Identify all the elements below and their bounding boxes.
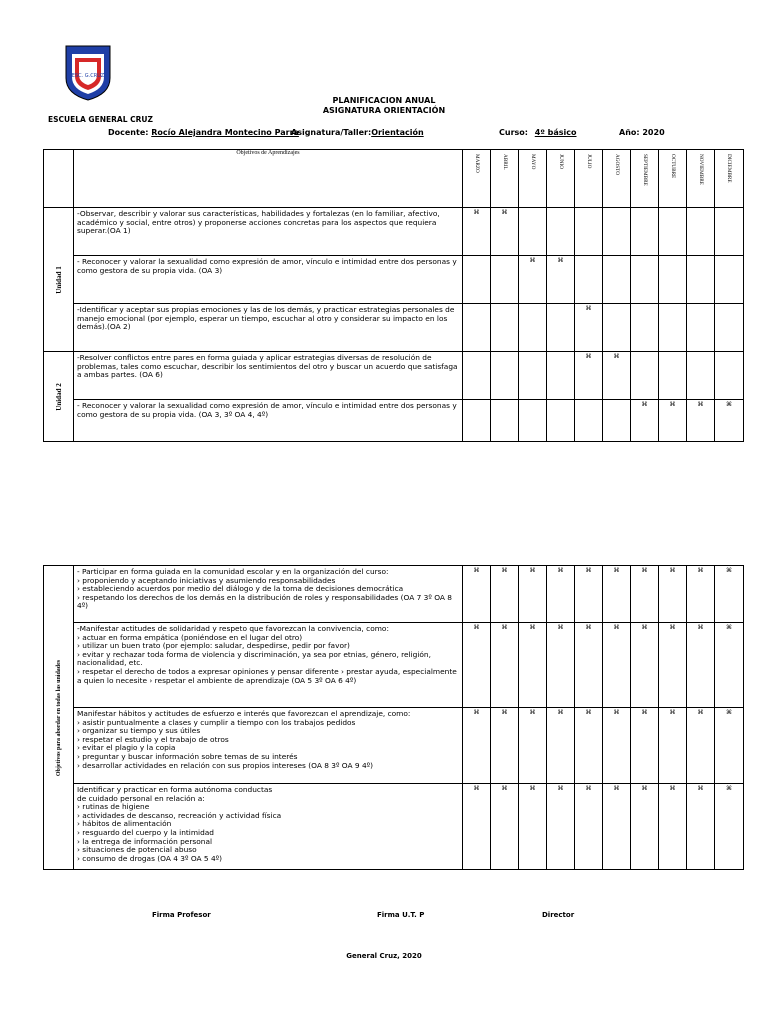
month-mark-cell: [519, 208, 547, 256]
planned-mark: ⌘: [687, 566, 715, 623]
objective-text: -Observar, describir y valorar sus características, habilidades y fortalezas (en lo familiar, afectivo, académico y social, entre otros) y proponerse acciones concretas para los aspectos que requiera superar.(OA 1): [74, 208, 463, 256]
planned-mark: ⌘: [715, 784, 744, 870]
planned-mark: ⌘: [603, 566, 631, 623]
table-row: [44, 304, 744, 352]
month-header: [603, 150, 631, 208]
planned-mark: ⌘: [659, 400, 687, 442]
planned-mark: ⌘: [491, 784, 519, 870]
planned-mark: ⌘: [631, 784, 659, 870]
month-header: [491, 150, 519, 208]
month-label: JUNIO: [557, 154, 564, 169]
table-row: [44, 256, 744, 304]
planned-mark: ⌘: [463, 708, 491, 784]
month-label: SEPTIEMBRE: [641, 154, 648, 186]
planning-table-transversal: [43, 565, 744, 870]
planned-mark: ⌘: [603, 623, 631, 708]
course-label: Curso:: [499, 128, 528, 137]
month-mark-cell: [491, 400, 519, 442]
month-mark-cell: [603, 400, 631, 442]
planned-mark: ⌘: [547, 784, 575, 870]
month-mark-cell: [631, 352, 659, 400]
month-mark-cell: [687, 352, 715, 400]
unit-1-label: Unidad 1: [54, 265, 63, 294]
planned-mark: ⌘: [575, 566, 603, 623]
month-mark-cell: [603, 256, 631, 304]
planned-mark: ⌘: [519, 708, 547, 784]
month-mark-cell: [519, 304, 547, 352]
teacher-label: Docente:: [108, 128, 149, 137]
planned-mark: ⌘: [659, 566, 687, 623]
month-label: NOVIEMBRE: [697, 154, 704, 185]
objective-text: Identificar y practicar en forma autónoma conductas de cuidado personal en relación a: › rutinas de higiene › actividades de descanso, recreación y actividad física › hábitos de alimentación › resguardo del cuerpo y la intimidad › la entrega de información personal › situaciones de potencial abuso › consumo de drogas (OA 4 3º OA 5 4º): [74, 784, 463, 870]
school-name: ESCUELA GENERAL CRUZ: [48, 115, 153, 124]
month-mark-cell: [491, 352, 519, 400]
planned-mark: ⌘: [575, 708, 603, 784]
month-mark-cell: [659, 208, 687, 256]
month-mark-cell: [547, 208, 575, 256]
year-line: Año: 2020: [619, 128, 665, 137]
planned-mark: ⌘: [463, 208, 491, 256]
planned-mark: ⌘: [547, 256, 575, 304]
planned-mark: ⌘: [687, 623, 715, 708]
signature-utp: Firma U.T. P: [377, 911, 425, 919]
month-label: MAYO: [529, 154, 536, 170]
objective-text: -Identificar y aceptar sus propias emociones y las de los demás, y practicar estrategias personales de manejo emocional (por ejemplo, esperar un tiempo, escuchar al otro y considerar su impacto en los demás).(OA 2): [74, 304, 463, 352]
planned-mark: ⌘: [491, 623, 519, 708]
planned-mark: ⌘: [519, 256, 547, 304]
objective-text: - Reconocer y valorar la sexualidad como expresión de amor, vínculo e intimidad entre dos personas y como gestora de su propia vida. (OA 3): [74, 256, 463, 304]
objective-text: -Manifestar actitudes de solidaridad y respeto que favorezcan la convivencia, como: › actuar en forma empática (poniéndose en el lugar del otro) › utilizar un buen trato (por ejemplo: saludar, despedirse, pedir por favor) › evitar y rechazar toda forma de violencia y discriminación, ya sea por etnias, género, religión, nacionalidad, etc. › respetar el derecho de todos a expresar opiniones y pensar diferente › prestar ayuda, especialmente a quien lo necesite › respetar el ambiente de aprendizaje (OA 5 3º OA 6 4º): [74, 623, 463, 708]
month-mark-cell: [659, 304, 687, 352]
school-logo: [64, 44, 112, 102]
logo-text: ESC. G.CRUZ: [71, 73, 105, 79]
corner-cell: [44, 150, 74, 208]
transversal-objectives-label: Objetivos para abordar en todas las unidades: [55, 659, 62, 776]
month-mark-cell: [603, 208, 631, 256]
teacher-line: [108, 128, 299, 137]
planned-mark: ⌘: [519, 566, 547, 623]
month-mark-cell: [463, 352, 491, 400]
planned-mark: ⌘: [715, 400, 744, 442]
month-mark-cell: [575, 208, 603, 256]
planned-mark: ⌘: [575, 784, 603, 870]
month-mark-cell: [603, 304, 631, 352]
planned-mark: ⌘: [659, 708, 687, 784]
month-mark-cell: [547, 352, 575, 400]
month-header: [547, 150, 575, 208]
table-row: [44, 623, 744, 708]
table-row: [44, 400, 744, 442]
objective-text: - Participar en forma guiada en la comunidad escolar y en la organización del curso: › proponiendo y aceptando iniciativas y asumiendo responsabilidades › estableciendo acuerdos por medio del diálogo y de la toma de decisiones democrática › respetando los derechos de los demás en la distribución de roles y responsabilidades (OA 7 3º OA 8 4º): [74, 566, 463, 623]
month-label: ABRIL: [501, 154, 508, 170]
month-mark-cell: [687, 256, 715, 304]
unit-label: [44, 352, 74, 442]
month-label: JULIO: [585, 154, 592, 169]
month-mark-cell: [547, 304, 575, 352]
month-header: [687, 150, 715, 208]
planned-mark: ⌘: [575, 352, 603, 400]
document-subtitle: ASIGNATURA ORIENTACIÓN: [322, 106, 446, 115]
month-label: OCTUBRE: [669, 154, 676, 179]
month-header: [519, 150, 547, 208]
transversal-label: [44, 566, 74, 870]
month-mark-cell: [631, 208, 659, 256]
planning-table-units: [43, 149, 744, 442]
course-name: 4º básico: [534, 128, 577, 137]
planned-mark: ⌘: [575, 623, 603, 708]
planned-mark: ⌘: [603, 352, 631, 400]
planned-mark: ⌘: [631, 566, 659, 623]
document-title: PLANIFICACION ANUAL: [332, 96, 436, 105]
month-mark-cell: [491, 256, 519, 304]
planned-mark: ⌘: [547, 623, 575, 708]
subject-label: Asignatura/Taller:: [291, 128, 372, 137]
month-mark-cell: [519, 400, 547, 442]
subject-name: Orientación: [371, 128, 424, 137]
month-header: [463, 150, 491, 208]
planned-mark: ⌘: [547, 708, 575, 784]
month-label: DICIEMBRE: [726, 154, 732, 183]
month-mark-cell: [659, 352, 687, 400]
planned-mark: ⌘: [491, 208, 519, 256]
signature-director: Director: [542, 911, 575, 919]
objective-text: - Reconocer y valorar la sexualidad como expresión de amor, vínculo e intimidad entre dos personas y como gestora de su propia vida. (OA 3, 3º OA 4, 4º): [74, 400, 463, 442]
month-mark-cell: [687, 304, 715, 352]
signature-teacher: Firma Profesor: [152, 911, 211, 919]
month-mark-cell: [463, 304, 491, 352]
planned-mark: ⌘: [547, 566, 575, 623]
planned-mark: ⌘: [603, 784, 631, 870]
planned-mark: ⌘: [631, 623, 659, 708]
unit-2-label: Unidad 2: [54, 382, 63, 411]
table-row: [44, 352, 744, 400]
unit-label: [44, 208, 74, 352]
planned-mark: ⌘: [687, 784, 715, 870]
month-mark-cell: [463, 400, 491, 442]
planned-mark: ⌘: [463, 566, 491, 623]
planned-mark: ⌘: [463, 784, 491, 870]
month-header: [659, 150, 687, 208]
month-mark-cell: [715, 304, 744, 352]
teacher-name: Rocío Alejandra Montecino Parra: [151, 128, 299, 137]
planned-mark: ⌘: [715, 623, 744, 708]
planned-mark: ⌘: [687, 708, 715, 784]
month-header: [631, 150, 659, 208]
table-row: [44, 566, 744, 623]
month-mark-cell: [575, 256, 603, 304]
planned-mark: ⌘: [519, 623, 547, 708]
planned-mark: ⌘: [603, 708, 631, 784]
footer-place-date: General Cruz, 2020: [346, 952, 422, 960]
month-mark-cell: [547, 400, 575, 442]
planned-mark: ⌘: [519, 784, 547, 870]
month-mark-cell: [687, 208, 715, 256]
subject-line: [291, 128, 424, 137]
month-mark-cell: [715, 208, 744, 256]
planned-mark: ⌘: [575, 304, 603, 352]
planned-mark: ⌘: [687, 400, 715, 442]
objective-text: Manifestar hábitos y actitudes de esfuerzo e interés que favorezcan el aprendizaje, como: › asistir puntualmente a clases y cumplir a tiempo con los trabajos pedidos › organizar su tiempo y sus útiles › respetar el estudio y el trabajo de otros › evitar el plagio y la copia › preguntar y buscar información sobre temas de su interés › desarrollar actividades en relación con sus propios intereses (OA 8 3º OA 9 4º): [74, 708, 463, 784]
month-mark-cell: [659, 256, 687, 304]
planned-mark: ⌘: [491, 566, 519, 623]
planned-mark: ⌘: [631, 708, 659, 784]
month-mark-cell: [715, 256, 744, 304]
month-header: [715, 150, 744, 208]
month-header: [575, 150, 603, 208]
month-mark-cell: [631, 304, 659, 352]
month-label: AGOSTO: [613, 154, 620, 175]
table-row: [44, 208, 744, 256]
month-mark-cell: [575, 400, 603, 442]
month-mark-cell: [463, 256, 491, 304]
planned-mark: ⌘: [715, 566, 744, 623]
month-mark-cell: [491, 304, 519, 352]
planned-mark: ⌘: [659, 784, 687, 870]
month-mark-cell: [631, 256, 659, 304]
table-row: [44, 784, 744, 870]
planned-mark: ⌘: [715, 708, 744, 784]
planned-mark: ⌘: [491, 708, 519, 784]
objectives-header: Objetivos de Aprendizajes: [74, 150, 463, 208]
table-row: [44, 708, 744, 784]
month-mark-cell: [519, 352, 547, 400]
course-line: [499, 128, 577, 137]
month-mark-cell: [715, 352, 744, 400]
planned-mark: ⌘: [631, 400, 659, 442]
month-label: MARZO: [473, 154, 480, 173]
planned-mark: ⌘: [659, 623, 687, 708]
objective-text: -Resolver conflictos entre pares en forma guiada y aplicar estrategias diversas de resolución de problemas, tales como escuchar, describir los sentimientos del otro y buscar un acuerdo que satisfaga a ambas partes. (OA 6): [74, 352, 463, 400]
planned-mark: ⌘: [463, 623, 491, 708]
